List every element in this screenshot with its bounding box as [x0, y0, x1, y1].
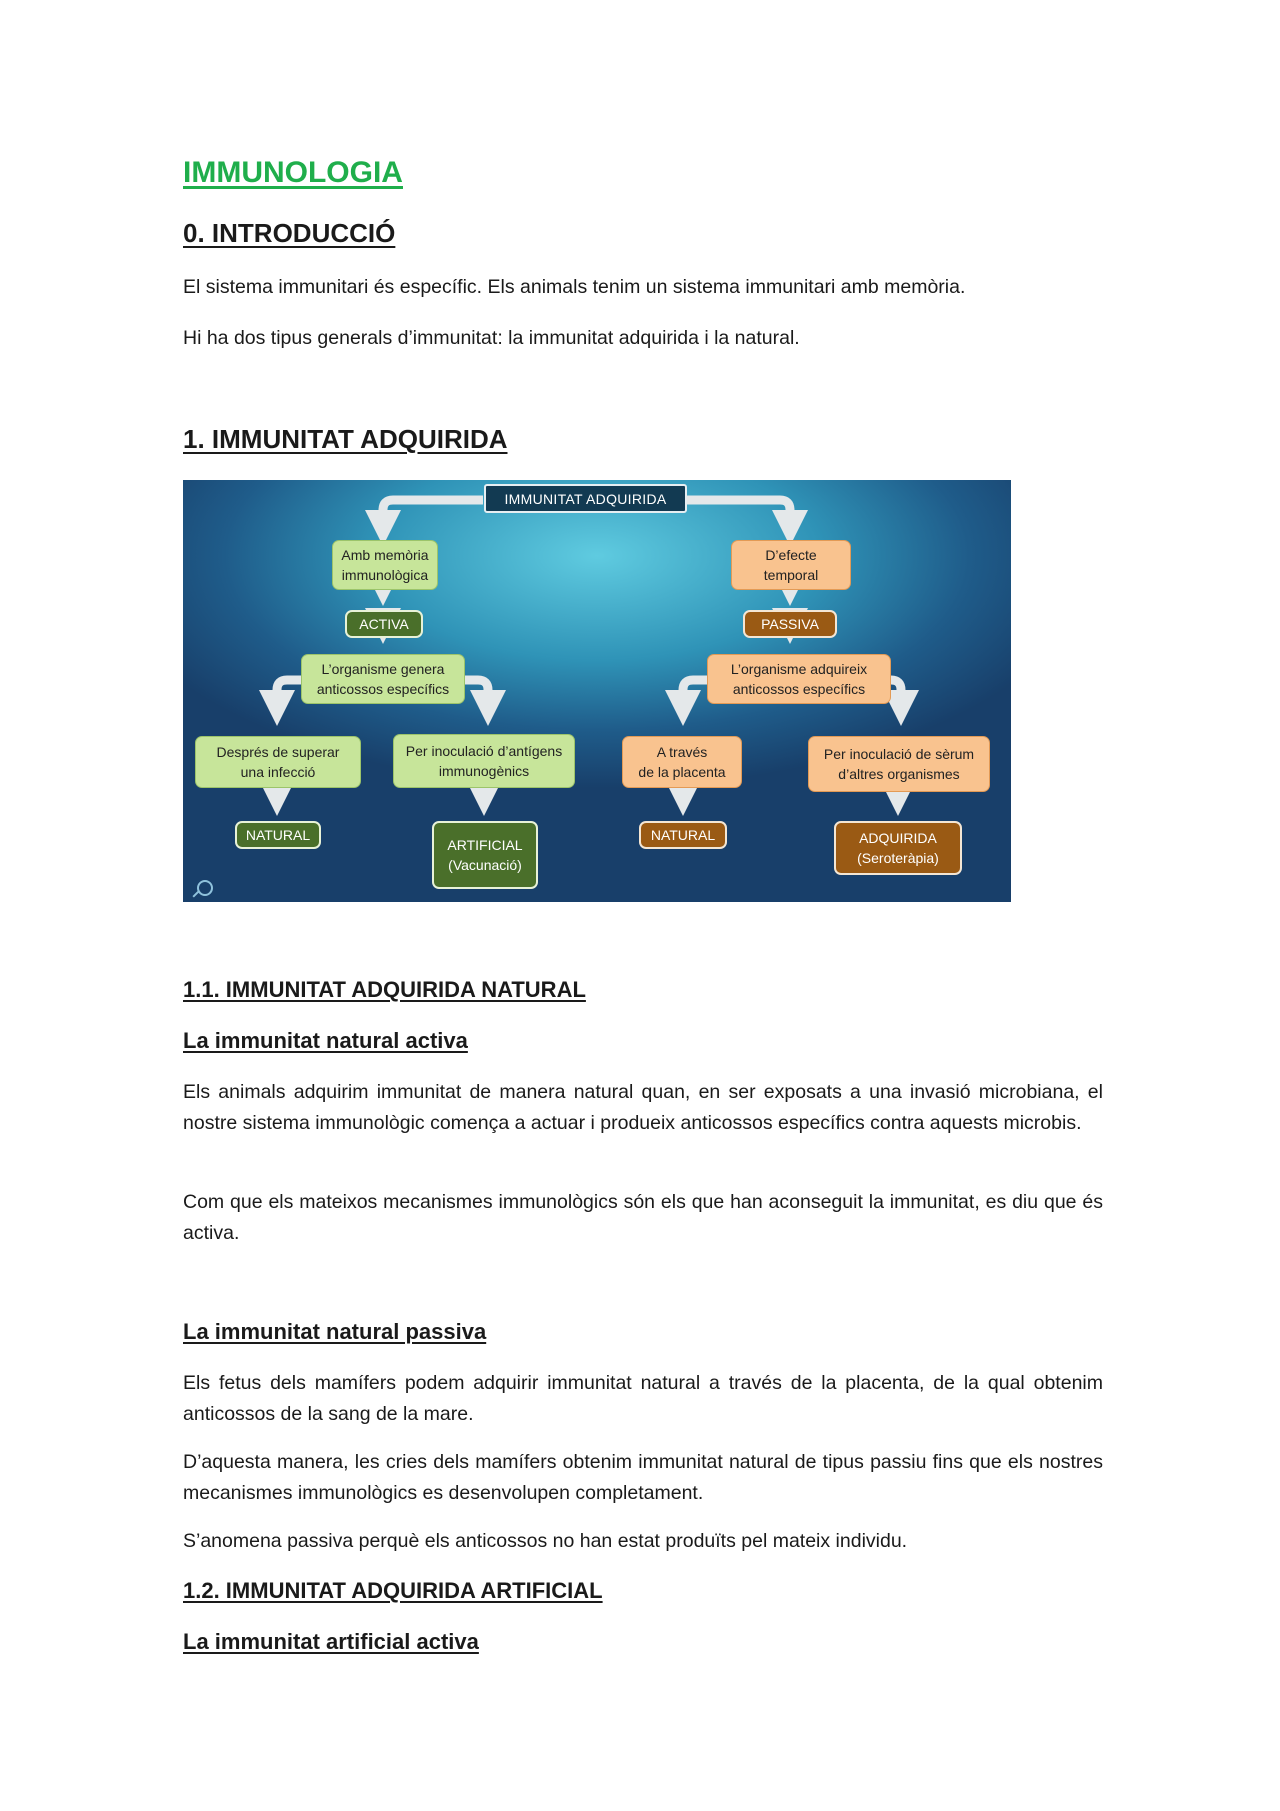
box-passiva — [743, 610, 837, 638]
box-inoculacio-serum — [808, 736, 990, 792]
box-natural-passiva-text: NATURAL — [650, 827, 716, 843]
section1-1-heading: 1.1. IMMUNITAT ADQUIRIDA NATURAL — [183, 977, 586, 1002]
natural-passiva-paragraph-2: D’aquesta manera, les cries dels mamífers obtenim immunitat natural de tipus passiu fins que els nostres mecanismes immunològics es desenvolupen completament. — [183, 1451, 1103, 1504]
natural-passiva-paragraph-3: S’anomena passiva perquè els anticossos no han estat produïts pel mateix individu. — [183, 1530, 908, 1552]
artificial-activa-subheading: La immunitat artificial activa — [183, 1629, 479, 1654]
box-genera-line2: anticossos específics — [316, 681, 450, 697]
arrow-title-right — [683, 500, 790, 528]
magnifier-icon — [197, 880, 213, 896]
box-adquireix-anticossos — [707, 654, 891, 704]
diagram-title-text: IMMUNITAT ADQUIRIDA — [504, 490, 667, 507]
box-amb-memoria-line1: Amb memòria — [341, 547, 429, 563]
box-inoculacio-antigens — [393, 734, 575, 788]
natural-activa-subheading: La immunitat natural activa — [183, 1028, 468, 1053]
box-amb-memoria — [332, 540, 438, 590]
box-despres-infeccio — [195, 736, 361, 788]
box-passiva-text: PASSIVA — [761, 616, 819, 632]
box-placenta-line2: de la placenta — [638, 764, 726, 780]
box-artificial-line2: (Vacunació) — [448, 857, 522, 873]
arrow-right-mid-to-b1 — [683, 680, 707, 708]
box-adquirida-seroterapia — [834, 821, 962, 875]
box-adquireix-line2: anticossos específics — [732, 681, 866, 697]
box-despres-line1: Després de superar — [216, 744, 340, 760]
immunity-concept-map — [183, 480, 1011, 902]
box-adquireix-line1: L’organisme adquireix — [730, 661, 868, 677]
arrow-title-left — [383, 500, 483, 528]
box-antigens-line2: immunogènics — [438, 763, 530, 779]
box-activa — [345, 610, 423, 638]
box-serum-line1: Per inoculació de sèrum — [823, 746, 975, 762]
natural-activa-paragraph-2: Com que els mateixos mecanismes immunològics són els que han aconseguit la immunitat, es diu que és activa. — [183, 1191, 1103, 1244]
document-title: IMMUNOLOGIA — [183, 156, 403, 189]
natural-activa-paragraph-1: Els animals adquirim immunitat de manera natural quan, en ser exposats a una invasió microbiana, el nostre sistema immunològic comença a actuar i produeix anticossos específics contra aquests microbis. — [183, 1081, 1103, 1134]
intro-heading: 0. INTRODUCCIÓ — [183, 218, 396, 248]
box-artificial-vacunacio — [432, 821, 538, 889]
intro-paragraph-1: El sistema immunitari és específic. Els animals tenim un sistema immunitari amb memòria. — [183, 276, 966, 298]
natural-passiva-paragraph-1: Els fetus dels mamífers podem adquirir immunitat natural a través de la placenta, de la qual obtenim anticossos de la sang de la mare. — [183, 1372, 1103, 1425]
box-natural-activa-text: NATURAL — [245, 827, 311, 843]
box-placenta-line1: A través — [656, 744, 708, 760]
box-activa-text: ACTIVA — [359, 616, 409, 632]
box-natural-passiva — [639, 821, 727, 849]
box-antigens-line1: Per inoculació d’antígens — [405, 743, 563, 759]
box-efecte-line2: temporal — [763, 567, 819, 583]
box-natural-activa — [235, 821, 321, 849]
section1-2-heading: 1.2. IMMUNITAT ADQUIRIDA ARTIFICIAL — [183, 1578, 603, 1603]
box-amb-memoria-line2: immunològica — [341, 567, 429, 583]
box-artificial-line1: ARTIFICIAL — [447, 837, 523, 853]
natural-passiva-subheading: La immunitat natural passiva — [183, 1319, 487, 1344]
box-despres-line2: una infecció — [240, 764, 316, 780]
intro-paragraph-2: Hi ha dos tipus generals d’immunitat: la immunitat adquirida i la natural. — [183, 327, 800, 349]
box-serum-line2: d’altres organismes — [838, 766, 960, 782]
arrow-left-mid-to-b2 — [465, 680, 488, 708]
box-efecte-line1: D’efecte — [765, 547, 817, 563]
box-efecte-temporal — [731, 540, 851, 590]
box-genera-line1: L’organisme genera — [321, 661, 445, 677]
box-genera-anticossos — [301, 654, 465, 704]
diagram-title-box — [484, 484, 687, 513]
box-placenta — [622, 736, 742, 788]
arrow-left-mid-to-b1 — [277, 680, 301, 708]
box-seroterapia-line2: (Seroteràpia) — [857, 850, 939, 866]
box-seroterapia-line1: ADQUIRIDA — [859, 830, 937, 846]
section1-heading: 1. IMMUNITAT ADQUIRIDA — [183, 424, 508, 454]
